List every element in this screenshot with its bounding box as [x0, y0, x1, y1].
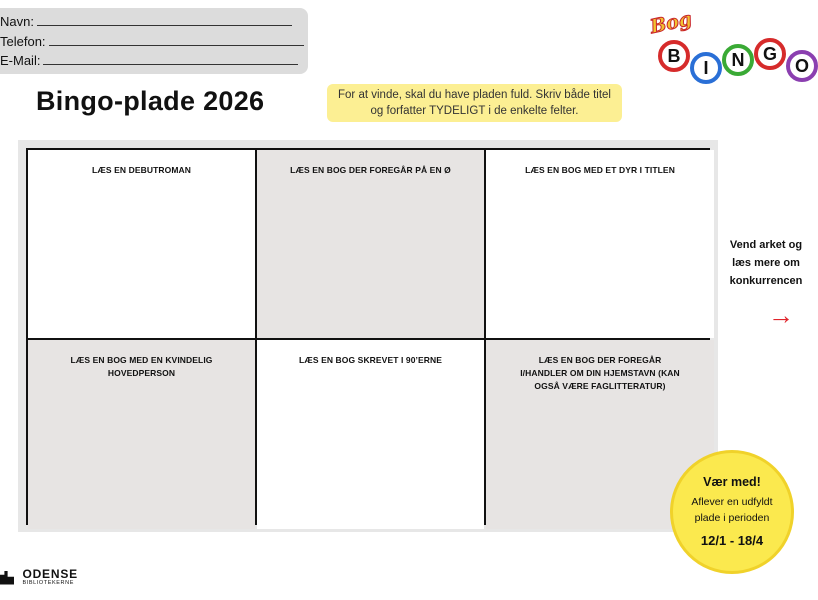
- bingo-cell[interactable]: LÆS EN BOG MED ET DYR I TITLEN: [486, 150, 714, 338]
- library-name: [22, 568, 77, 587]
- library-mark-icon: [0, 571, 14, 585]
- logo-ball-o: O: [786, 50, 818, 82]
- turn-over-note: [716, 236, 816, 290]
- phone-line[interactable]: [0, 32, 308, 52]
- participate-badge: [670, 450, 794, 574]
- email-line[interactable]: [0, 51, 308, 71]
- bingo-board: [18, 140, 718, 532]
- bogbingo-logo: [640, 7, 810, 80]
- page-title: Bingo-plade 2026: [36, 86, 265, 116]
- badge-body: [673, 494, 791, 526]
- logo-ball-g: G: [754, 38, 786, 70]
- phone-label: Telefon:: [0, 33, 46, 49]
- badge-line: Aflever en udfyldt: [691, 496, 773, 508]
- bingo-cell[interactable]: LÆS EN DEBUTROMAN: [28, 150, 255, 338]
- email-label: E-Mail:: [0, 53, 41, 68]
- logo-ball-i: I: [690, 52, 722, 84]
- bingo-cell[interactable]: LÆS EN BOG SKREVET I 90’ERNE: [257, 340, 484, 529]
- name-line[interactable]: [0, 12, 308, 32]
- library-name-sub: BIBLIOTEKERNE: [22, 580, 74, 586]
- contact-info-box: [0, 8, 308, 74]
- library-name-main: ODENSE: [22, 567, 78, 581]
- logo-ball-b: B: [658, 40, 690, 72]
- logo-bog-word: Bog: [648, 7, 694, 39]
- phone-write-line[interactable]: [49, 33, 304, 46]
- turn-over-line: konkurrencen: [729, 275, 803, 287]
- odense-libraries-logo: [0, 568, 78, 587]
- bingo-cell[interactable]: LÆS EN BOG MED EN KVINDELIG HOVEDPERSON: [28, 340, 255, 529]
- right-arrow-icon: →: [768, 300, 794, 330]
- email-write-line[interactable]: [43, 52, 298, 65]
- turn-over-line: Vend arket og: [729, 239, 803, 251]
- turn-over-line: læs mere om: [732, 257, 800, 269]
- badge-line: plade i perioden: [694, 512, 770, 524]
- name-label: Navn:: [0, 14, 34, 29]
- bingo-cell[interactable]: LÆS EN BOG DER FOREGÅR I/HANDLER OM DIN HJEMSTAVN (KAN OGSÅ VÆRE FAGLITTERATUR): [486, 340, 714, 529]
- instructions-note: For at vinde, skal du have pladen fuld. Skriv både titel og forfatter TYDELIGT i de enkelte felter.: [327, 84, 622, 122]
- bingo-cell[interactable]: LÆS EN BOG DER FOREGÅR PÅ EN Ø: [257, 150, 484, 338]
- name-write-line[interactable]: [37, 13, 292, 26]
- badge-dates: 12/1 - 18/4: [700, 533, 764, 548]
- logo-ball-n: N: [722, 44, 754, 76]
- badge-title: Vær med!: [703, 475, 761, 489]
- bingo-grid: [26, 148, 710, 525]
